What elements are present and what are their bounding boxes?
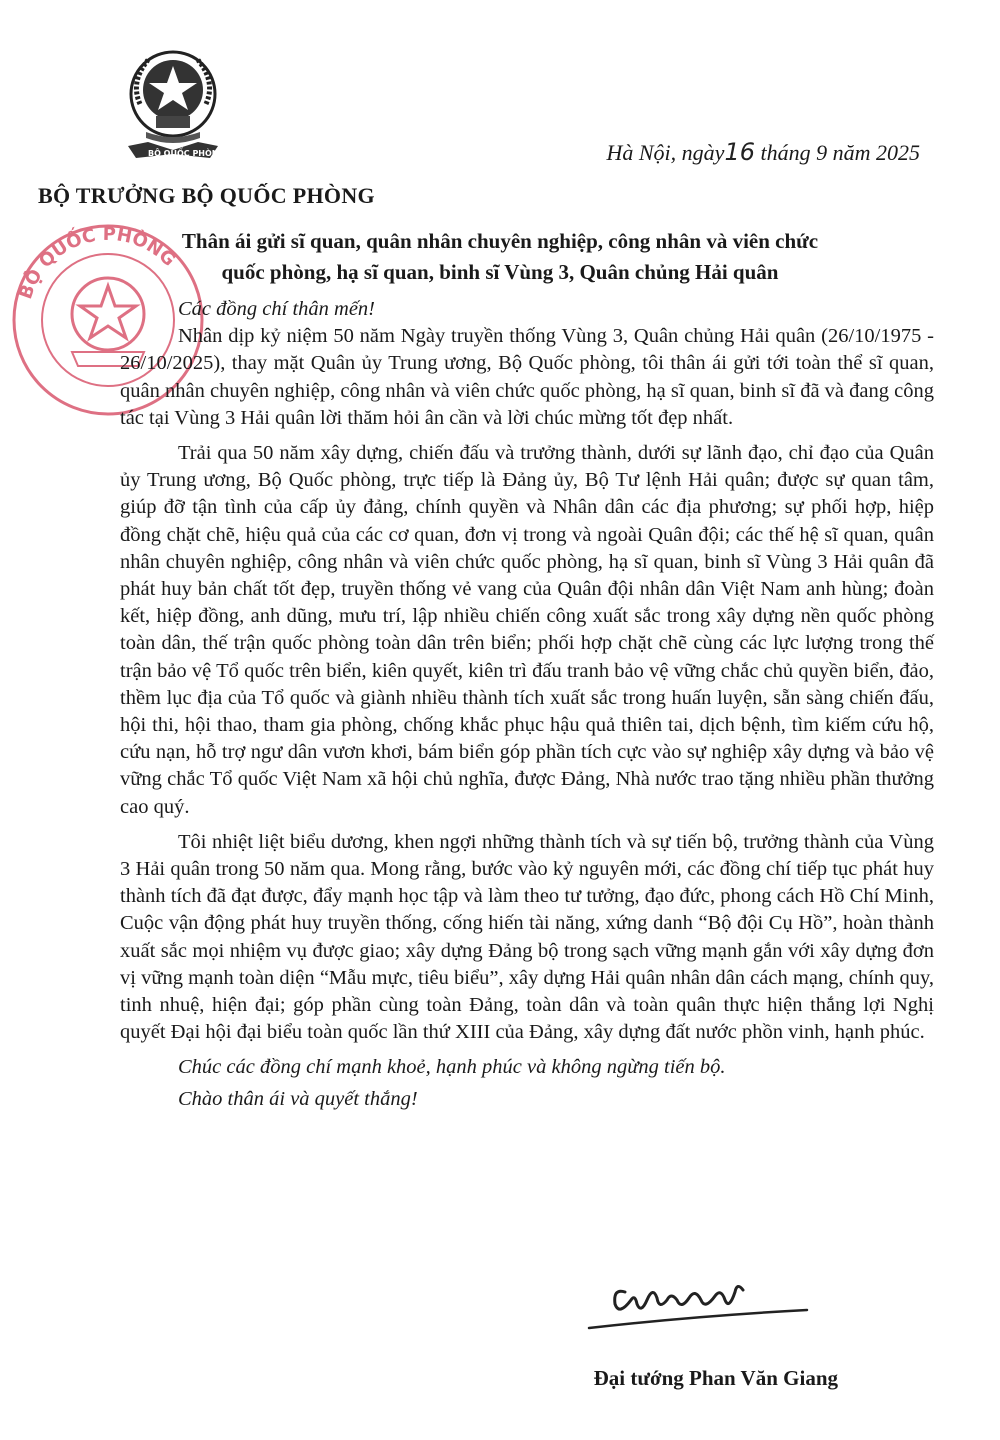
paragraph-3: Tôi nhiệt liệt biểu dương, khen ngợi những thành tích và sự tiến bộ, trưởng thành của Vùng 3 Hải quân trong 50 năm qua. Mong rằng, bước vào kỷ nguyên mới, các đồng chí tiếp tục phát huy thành tích đã đạt được, đẩy mạnh học tập và làm theo tư tưởng, đạo đức, phong cách Hồ Chí Minh, Cuộc vận động phát huy truyền thống, cống hiến tài năng, xứng danh “Bộ đội Cụ Hồ”, hoàn thành xuất sắc mọi nhiệm vụ được giao; xây dựng Đảng bộ trong sạch vững mạnh gắn với xây dựng đơn vị vững mạnh toàn diện “Mẫu mực, tiêu biểu”, xây dựng Hải quân nhân dân cách mạng, chính quy, tinh nhuệ, hiện đại; góp phần cùng toàn Đảng, toàn dân và toàn quân thực hiện thắng lợi Nghị quyết Đại hội đại biểu toàn quốc lần thứ XIII của Đảng, xây dựng đất nước phồn vinh, hạnh phúc. — [120, 830, 934, 1044]
signer-name: Đại tướng Phan Văn Giang — [593, 1366, 838, 1390]
date-suffix: tháng 9 năm 2025 — [760, 140, 920, 165]
date-line — [607, 138, 921, 166]
closing-wish: Chúc các đồng chí mạnh khoẻ, hạnh phúc và không ngừng tiến bộ. — [178, 1056, 726, 1079]
heading-line-2: quốc phòng, hạ sĩ quan, binh sĩ Vùng 3, Quân chủng Hải quân — [221, 260, 779, 284]
greeting: Các đồng chí thân mến! — [178, 298, 375, 320]
date-day-handwritten: 16 — [724, 138, 755, 166]
emblem-label: BỘ QUỐC PHÒNG — [148, 149, 226, 158]
heading-line-1: Thân ái gửi sĩ quan, quân nhân chuyên nghiệp, công nhân và viên chức — [181, 229, 819, 253]
organization-title: BỘ TRƯỞNG BỘ QUỐC PHÒNG — [38, 183, 375, 208]
letter-body — [120, 296, 934, 1113]
paragraph-1: Nhân dịp kỷ niệm 50 năm Ngày truyền thống Vùng 3, Quân chủng Hải quân (26/10/1975 - 26/10/2025), thay mặt Quân ủy Trung ương, Bộ Quốc phòng, tôi thân ái gửi tới toàn thể sĩ quan, quân nhân chuyên nghiệp, công nhân và viên chức quốc phòng, hạ sĩ quan, binh sĩ đã và đang công tác tại Vùng 3 Hải quân lời thăm hỏi ân cần và lời chúc mừng tốt đẹp nhất. — [120, 325, 934, 429]
paragraph-2: Trải qua 50 năm xây dựng, chiến đấu và trưởng thành, dưới sự lãnh đạo, chỉ đạo của Quân ủy Trung ương, Bộ Quốc phòng, trực tiếp là Đảng ủy, Bộ Tư lệnh Hải quân; được sự quan tâm, giúp đỡ tận tình của cấp ủy đảng, chính quyền và Nhân dân các địa phương; sự phối hợp, hiệp đồng chặt chẽ, hiệu quả của các cơ quan, đơn vị trong và ngoài Quân đội; các thế hệ sĩ quan, quân nhân chuyên nghiệp, công nhân và viên chức quốc phòng, hạ sĩ quan, binh sĩ Vùng 3 Hải quân đã phát huy bản chất tốt đẹp, truyền thống vẻ vang của Quân đội nhân dân Việt Nam anh hùng; đoàn kết, hiệp đồng, anh dũng, mưu trí, lập nhiều chiến công xuất sắc trong xây dựng nền quốc phòng toàn dân, thế trận quốc phòng toàn dân trên biển; phối hợp chặt chẽ cùng các lực lượng trong thế trận bảo vệ Tổ quốc trên biển, kiên quyết, kiên trì đấu tranh bảo vệ vững chắc chủ quyền biển, đảo, thềm lục địa của Tổ quốc và giành nhiều thành tích xuất sắc trong huấn luyện, sẵn sàng chiến đấu, hội thi, hội thao, tham gia phòng, chống khắc phục hậu quả thiên tai, dịch bệnh, tìm kiếm cứu hộ, cứu nạn, hỗ trợ ngư dân vươn khơi, bám biển góp phần tích cực vào sự nghiệp xây dựng và bảo vệ vững chắc Tổ quốc Việt Nam xã hội chủ nghĩa, được Đảng, Nhà nước trao tặng nhiều phần thưởng cao quý. — [120, 442, 934, 818]
svg-text:BỘ QUỐC PHÒNG: BỘ QUỐC PHÒNG — [15, 223, 180, 302]
date-prefix: Hà Nội, ngày — [606, 140, 725, 165]
handwritten-signature — [585, 1270, 815, 1340]
closing-salute: Chào thân ái và quyết thắng! — [178, 1087, 418, 1110]
letter-heading — [60, 226, 940, 288]
